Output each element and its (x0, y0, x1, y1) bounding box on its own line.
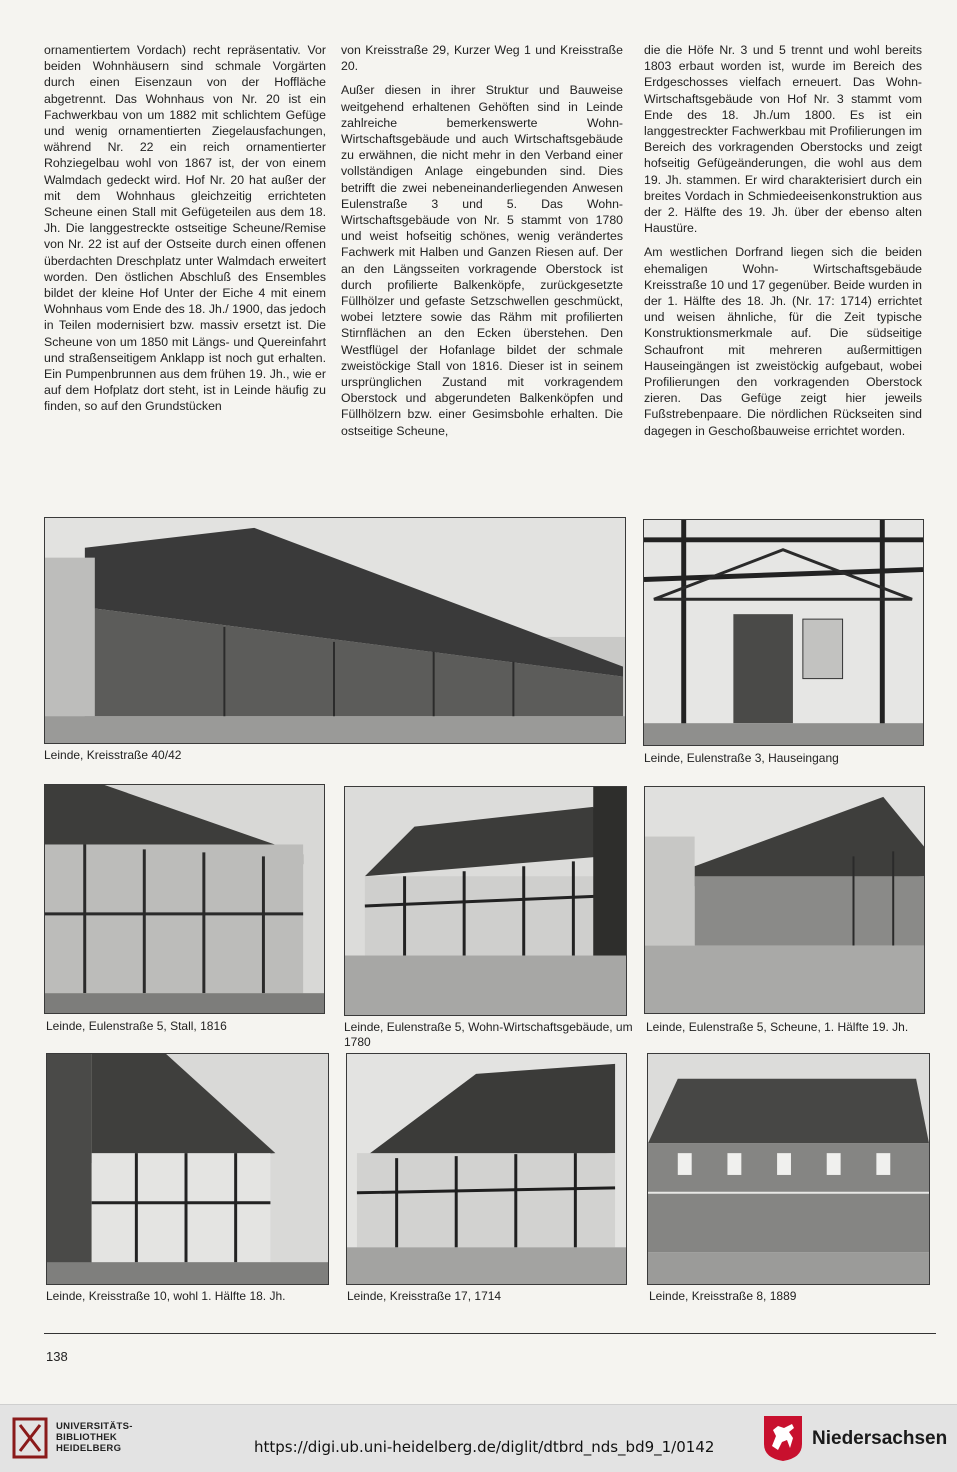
paragraph: von Kreisstraße 29, Kurzer Weg 1 und Kreisstraße 20. (341, 43, 623, 74)
university-library-name (56, 1421, 133, 1454)
uni-line-3: HEIDELBERG (56, 1443, 122, 1454)
photo-kreisstrasse-10 (46, 1053, 329, 1285)
caption: Leinde, Kreisstraße 40/42 (44, 748, 182, 762)
photo-eulenstrasse-3-hauseingang (643, 519, 924, 746)
caption: Leinde, Eulenstraße 5, Stall, 1816 (46, 1019, 227, 1033)
text-column-2 (341, 42, 623, 439)
caption: Leinde, Kreisstraße 10, wohl 1. Hälfte 18. Jh. (46, 1289, 286, 1303)
caption: Leinde, Eulenstraße 3, Hauseingang (644, 751, 839, 765)
photo-kreisstrasse-17 (346, 1053, 627, 1285)
caption: Leinde, Eulenstraße 5, Wohn-Wirtschaftsgebäude, um 1780 (344, 1020, 633, 1049)
uni-line-2: BIBLIOTHEK (56, 1432, 118, 1443)
source-url-link[interactable]: https://digi.ub.uni-heidelberg.de/diglit/dtbrd_nds_bd9_1/0142 (254, 1438, 715, 1456)
text-column-3 (644, 42, 922, 439)
caption: Leinde, Eulenstraße 5, Scheune, 1. Hälfte 19. Jh. (646, 1020, 909, 1034)
caption: Leinde, Kreisstraße 8, 1889 (649, 1289, 797, 1303)
footer-rule (44, 1333, 936, 1334)
university-library-logo-icon (10, 1415, 50, 1461)
photo-eulenstrasse-5-wohn-wirtschaftsgebaeude (344, 786, 627, 1016)
paragraph: die die Höfe Nr. 3 und 5 trennt und wohl bereits 1803 erbaut worden ist, wurde im Bereich des Erdgeschosses vielfach erneuert. Das Wohn- Wirtschaftsgebäude von Hof Nr. 3 stammt vom Ende des 18. Jh./um 1800. Es ist ein langgestreckter Fachwerkbau mit Profilierungen im Bereich des vorkragenden Oberstocks und zeigt hofseitig Gefügeänderungen, die wohl aus dem 19. Jh. stammen. Er wird charakterisiert durch ein breites Vordach in Schmiedeeisenkonstruktion aus der 2. Hälfte des 19. Jh. über der ebenso alten Haustüre. (644, 43, 922, 236)
caption: Leinde, Kreisstraße 17, 1714 (347, 1289, 502, 1303)
text-column-1 (44, 42, 326, 415)
paragraph: Außer diesen in ihrer Struktur und Bauweise weitgehend erhaltenen Gehöften sind in Leinde zahlreiche bemerkenswerte Wohn-Wirtschaftsgebäude und auch Wirtschaftsgebäude zu erwähnen, die nicht mehr in den Verband einer vollständigen Anlage eingebunden sind. Dies betrifft die zwei nebeneinanderliegenden Anwesen Eulenstraße 3 und 5. Das Wohn- Wirtschaftsgebäude von Nr. 5 stammt von 1780 und weist hofseitig schönes, wenig verändertes Fachwerk mit Halben und Ganzen Riesen auf. Der an den Längsseiten vorkragende Oberstock ist durch profilierte Balkenköpfe, zurückgesetzte Füllhölzer und gefaste Setzschwellen geschmückt, wobei letztere sowie das Rähm mit profilierten Stirnflächen an den Ecken überstehen. Den Westflügel der Hofanlage bildet der schmale zweistöckige Stall von 1816. Dieser ist in seinem ursprünglichen Zustand mit vorkragendem Oberstock und abgerundeten Balkenköpfen und Füllhölzern bzw. einer Gesimsbohle erhalten. Die ostseitige Scheune, (341, 83, 623, 438)
niedersachsen-horse-icon (762, 1414, 804, 1462)
photo-eulenstrasse-5-scheune (644, 786, 925, 1014)
niedersachsen-label: Niedersachsen (812, 1428, 948, 1449)
page-number: 138 (46, 1349, 68, 1364)
photo-kreisstrasse-40-42 (44, 517, 626, 744)
paragraph: ornamentiertem Vordach) recht repräsentativ. Vor beiden Wohnhäusern sind schmale Vorgärten durch einen Eisenzaun von der Hoffläche abgetrennt. Das Wohnhaus von Nr. 20 ist ein Fachwerkbau von um 1882 mit schlichtem Gefüge und wenig ornamentierten Ziegelausfachungen, während Nr. 22 ein reich ornamentierter Rohziegelbau wohl von 1867 ist, der von einem Walmdach gedeckt wird. Hof Nr. 20 hat außer der mit dem Wohnhaus gleichzeitig errichteten Scheune einen Stall mit Gefügeteilen aus dem 18. Jh. Die langgestreckte ostseitige Scheune/Remise von Nr. 22 ist auf der Ostseite durch einen offenen überdachten Dreschplatz unter Walmdach erweitert worden. Den östlichen Abschluß des Ensembles bildet der kleine Hof Unter der Eiche 4 mit einem Wohnhaus vom Ende des 18. Jh./ 1900, das jedoch in Teilen modernisiert bzw. massiv ersetzt ist. Die Scheune von um 1850 mit Längs- und Quereinfahrt und straßenseitigem Anklapp ist noch gut erhalten. Ein Pumpenbrunnen aus dem frühen 19. Jh., wie er auf dem Hofplatz dort steht, ist in Leinde häufig zu finden, so auf den Grundstücken (44, 43, 326, 414)
paragraph: Am westlichen Dorfrand liegen sich die beiden ehemaligen Wohn- Wirtschaftsgebäude Kreisstraße 10 und 17 gegenüber. Beide wurden in der 1. Hälfte des 18. Jh. (Nr. 17: 1714) errichtet und weisen ähnliche, für die Zeit typische Konstruktionsmerkmale auf. Die südseitige Schaufront mit mehreren außermittigen Hauseingängen ist zweistöckig aufgebaut, wobei Profilierungen den vorkragenden Oberstock zieren. Das Gefüge zeigt hier jeweils Fußstrebenpaare. Die nördlichen Rückseiten sind dagegen in Geschoßbauweise errichtet worden. (644, 245, 922, 438)
uni-line-1: UNIVERSITÄTS- (56, 1421, 133, 1432)
photo-eulenstrasse-5-stall (44, 784, 325, 1014)
photo-kreisstrasse-8 (647, 1053, 930, 1285)
